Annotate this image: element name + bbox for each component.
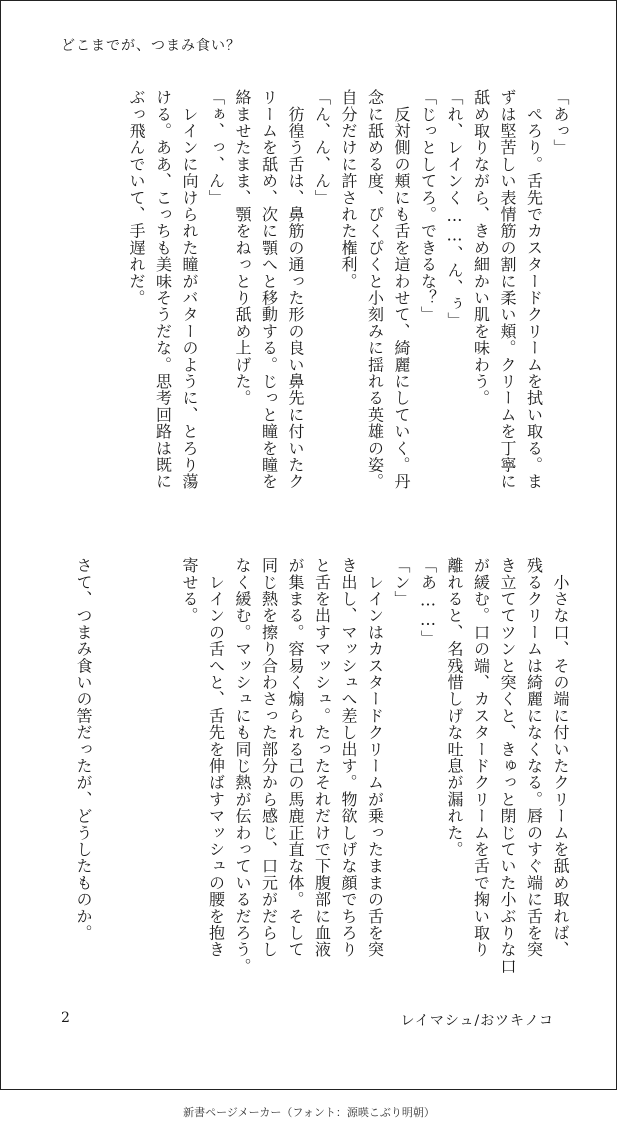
running-title: どこまでが、つまみ食い？ — [61, 38, 241, 54]
text-line: ぶっ飛んでいて、手遅れだ。 — [127, 89, 146, 307]
text-line: 舐め取りながら、きめ細かい肌を味わう。 — [471, 89, 491, 407]
text-line: 同じ熱を擦り合わさった部分から感じ、口元がだらし — [259, 557, 279, 958]
text-line: 寄せる。 — [180, 557, 199, 624]
text-line: 離れると、名残惜しげな吐息が漏れた。 — [445, 557, 464, 858]
text-line: 念に舐める度、ぴくぴくと小刻みに揺れる英雄の姿。 — [365, 89, 385, 490]
blank-line — [149, 557, 176, 997]
lower-text-block — [53, 557, 573, 997]
text-line: 「ぁ、っ、ん」 — [206, 89, 226, 206]
text-line: 「あ……」 — [418, 557, 438, 647]
text-line: さて、つまみ食いの筈だったが、どうしたものか。 — [74, 557, 93, 942]
text-line: 「じっとしてろ。できるな？」 — [418, 89, 438, 323]
text-line: 「あっ」 — [551, 89, 570, 156]
text-line: 自分だけに許された権利。 — [339, 89, 358, 290]
text-line: が集まる。容易く煽られる己の馬鹿正直な体。そして — [286, 557, 305, 958]
text-line: 「れ、レインく……、ん、ぅ」 — [445, 89, 464, 329]
text-line: 「ん、ん、ん」 — [312, 89, 332, 206]
blank-line — [96, 557, 123, 997]
text-line: と舌を出すマッシュ。たったそれだけで下腹部に血液 — [312, 557, 332, 958]
text-line: レインに向けられた瞳がバターのように、とろり蕩 — [180, 89, 199, 490]
text-line: ずは堅苦しい表情筋の割に柔い頬。クリームを丁寧に — [498, 89, 517, 490]
text-line: が緩む。口の端、カスタードクリームを舌で掬い取り — [471, 557, 491, 958]
blank-line — [123, 557, 150, 997]
page-number: 2 — [61, 1010, 70, 1026]
author-line: レイマシュ/おツキノコ — [400, 1013, 554, 1029]
upper-text-block — [53, 89, 573, 529]
text-line: 「ン」 — [392, 557, 411, 608]
text-line: き立ててツンと突くと、きゅっと閉じていた小ぶりな口 — [498, 557, 517, 975]
text-line: レインの舌へと、舌先を伸ばすマッシュの腰を抱き — [206, 557, 226, 958]
text-line: なく緩む。マッシュにも同じ熱が伝わっているだろう。 — [233, 557, 252, 975]
text-line: ぺろり。舌先でカスタードクリームを拭い取る。ま — [524, 89, 544, 490]
text-line: 絡ませたまま、顎をねっとり舐め上げた。 — [233, 89, 252, 407]
text-line: 彷徨う舌は、鼻筋の通った形の良い鼻先に付いたク — [286, 89, 305, 490]
text-line: き出し、マッシュへ差し出す。物欲しげな顔でちろり — [339, 557, 358, 958]
text-line: レインはカスタードクリームが乗ったままの舌を突 — [365, 557, 385, 958]
text-line: ける。ああ、こっちも美味そうだな。思考回路は既に — [153, 89, 173, 490]
text-line: 残るクリームは綺麗になくなる。唇のすぐ端に舌を突 — [524, 557, 544, 958]
text-line: リームを舐め、次に顎へと移動する。じっと瞳を瞳を — [259, 89, 279, 490]
text-line: 反対側の頬にも舌を這わせて、綺麗にしていく。丹 — [392, 89, 411, 490]
text-line: 小さな口、その端に付いたクリームを舐め取れば、 — [551, 557, 570, 958]
generator-caption: 新書ページメーカー（フォント：源暎こぶり明朝） — [183, 1106, 435, 1119]
